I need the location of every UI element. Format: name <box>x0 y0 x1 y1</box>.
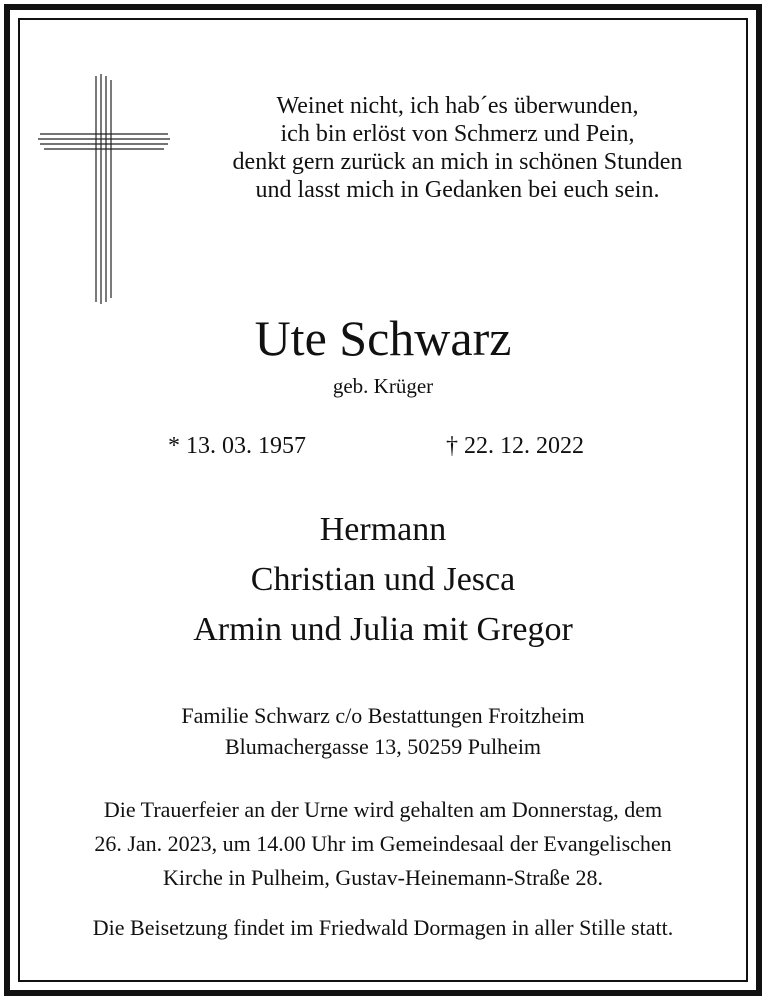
poem-line: und lasst mich in Gedanken bei euch sein. <box>255 177 660 203</box>
poem <box>170 92 745 204</box>
obituary-frame <box>4 4 762 996</box>
maiden-name: geb. Krüger <box>332 374 434 398</box>
birth-date: * 13. 03. 1957 <box>168 433 306 459</box>
ceremony-line: Die Trauerfeier an der Urne wird gehalten am Donnerstag, dem <box>103 797 663 822</box>
poem-line: ich bin erlöst von Schmerz und Pein, <box>280 121 635 147</box>
deceased-name: Ute Schwarz <box>254 310 512 366</box>
poem-line: Weinet nicht, ich hab´es überwunden, <box>276 93 639 119</box>
mourner-line: Christian und Jesca <box>250 561 516 598</box>
mourner-line: Armin und Julia mit Gregor <box>193 611 573 648</box>
cross-icon <box>36 70 176 306</box>
mourner-line: Hermann <box>319 511 447 548</box>
ceremony-line: Kirche in Pulheim, Gustav-Heinemann-Straße 28. <box>163 865 603 890</box>
burial-notice: Die Beisetzung findet im Friedwald Dormagen in aller Stille statt. <box>92 915 674 940</box>
ceremony-line: 26. Jan. 2023, um 14.00 Uhr im Gemeindesaal der Evangelischen <box>94 831 672 856</box>
poem-line: denkt gern zurück an mich in schönen Stunden <box>232 149 683 175</box>
address-line: Familie Schwarz c/o Bestattungen Froitzheim <box>181 703 585 728</box>
address-line: Blumachergasse 13, 50259 Pulheim <box>224 734 542 759</box>
death-date: † 22. 12. 2022 <box>446 433 584 459</box>
